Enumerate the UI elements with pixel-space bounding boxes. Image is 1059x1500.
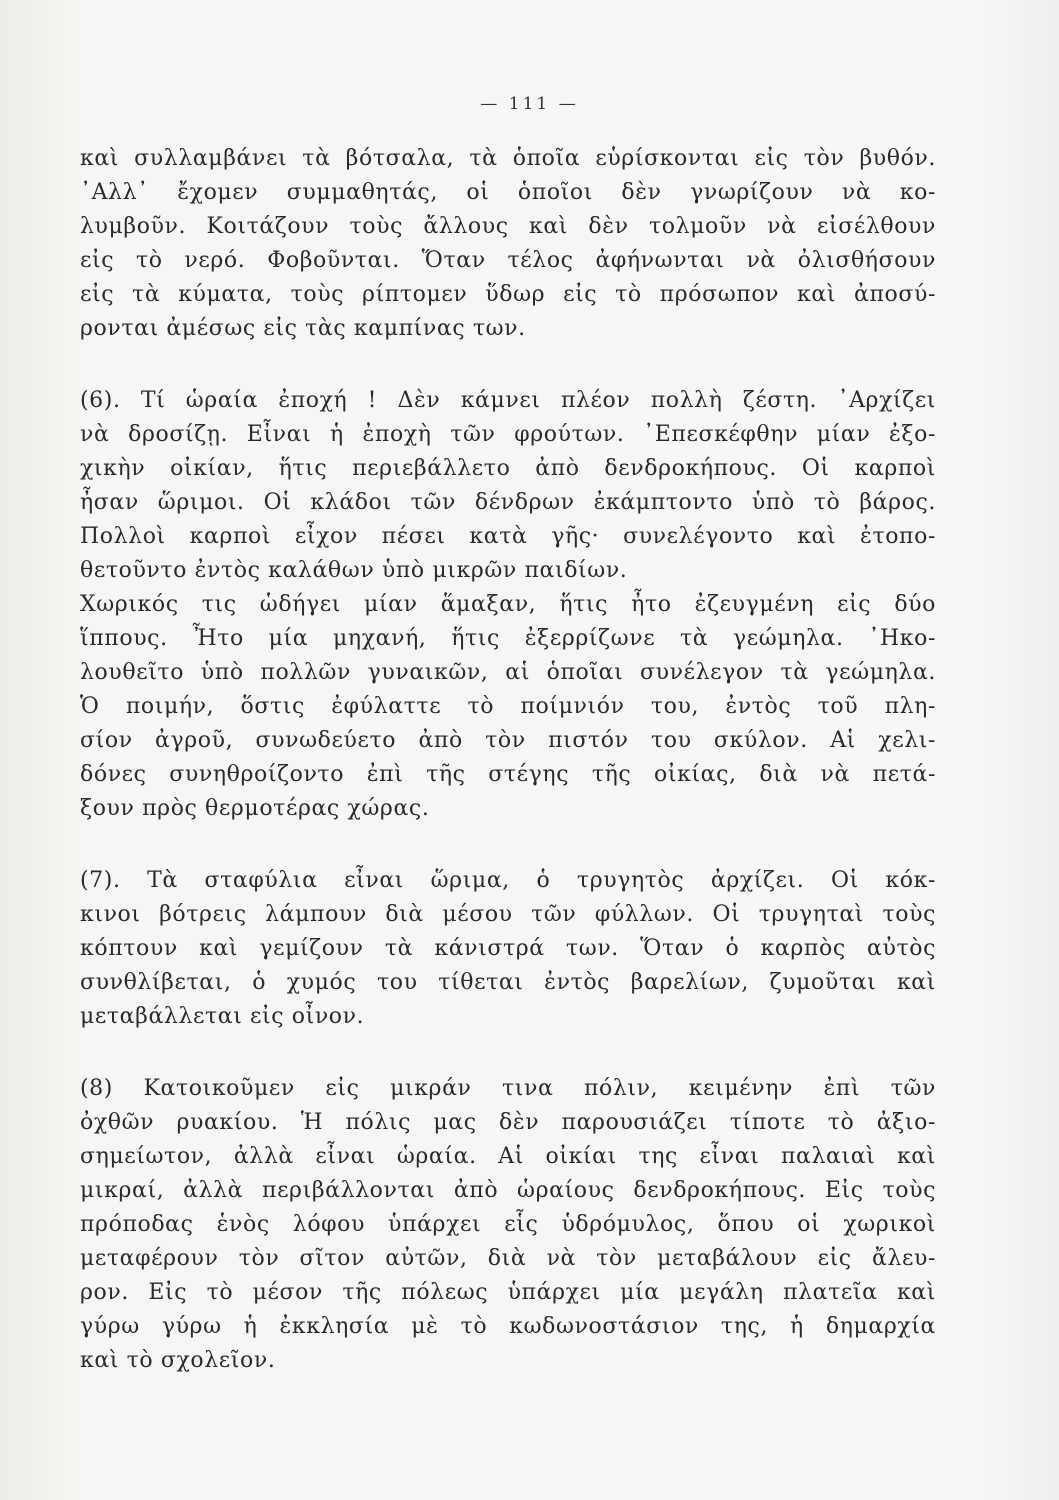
text-line: μικραί, ἀλλὰ περιβάλλονται ἀπὸ ὡραίους δενδροκήπους. Εἰς τοὺς	[80, 1178, 936, 1203]
text-line: ρονται ἀμέσως εἰς τὰς καμπίνας των.	[80, 316, 526, 341]
text-line: κινοι βότρεις λάμπουν διὰ μέσου τῶν φύλλων. Οἱ τρυγηταὶ τοὺς	[80, 902, 936, 927]
paragraph-swimming	[80, 142, 936, 346]
paragraph-7	[80, 864, 936, 1034]
text-line: (8) Κατοικοῦμεν εἰς μικράν τινα πόλιν, κειμένην ἐπὶ τῶν	[80, 1076, 936, 1101]
text-line: δόνες συνηθροίζοντο ἐπὶ τῆς στέγης τῆς οἰκίας, διὰ νὰ πετά-	[80, 762, 936, 787]
text-line: Ὁ ποιμήν, ὅστις ἐφύλαττε τὸ ποίμνιόν του, ἐντὸς τοῦ πλη-	[80, 694, 936, 719]
text-line: (7). Τὰ σταφύλια εἶναι ὥριμα, ὁ τρυγητὸς ἀρχίζει. Οἱ κόκ-	[80, 868, 936, 893]
text-line: (6). Τί ὡραία ἐποχή ! Δὲν κάμνει πλέον πολλὴ ζέστη. ᾿Αρχίζει	[80, 388, 936, 413]
text-line: σημείωτον, ἀλλὰ εἶναι ὡραία. Αἱ οἰκίαι της εἶναι παλαιαὶ καὶ	[80, 1144, 936, 1169]
text-line: Χωρικός τις ὡδήγει μίαν ἅμαξαν, ἥτις ἦτο ἐζευγμένη εἰς δύο	[80, 592, 936, 617]
text-line: θετοῦντο ἐντὸς καλάθων ὑπὸ μικρῶν παιδίων.	[80, 558, 628, 583]
text-line: συνθλίβεται, ὁ χυμός του τίθεται ἐντὸς βαρελίων, ζυμοῦται καὶ	[80, 970, 936, 995]
text-line: σίον ἀγροῦ, συνωδεύετο ἀπὸ τὸν πιστόν του σκύλον. Αἱ χελι-	[80, 728, 936, 753]
paragraph-gap	[80, 1034, 936, 1072]
paragraph-gap	[80, 826, 936, 864]
paragraph-6	[80, 384, 936, 826]
text-line: καὶ τὸ σχολεῖον.	[80, 1348, 276, 1373]
text-line: χικὴν οἰκίαν, ἥτις περιεβάλλετο ἀπὸ δενδροκήπους. Οἱ καρποὶ	[80, 456, 936, 481]
text-line: ρον. Εἰς τὸ μέσον τῆς πόλεως ὑπάρχει μία μεγάλη πλατεῖα καὶ	[80, 1280, 936, 1305]
text-line: ᾿Αλλ᾿ ἔχομεν συμμαθητάς, οἱ ὁποῖοι δὲν γνωρίζουν νὰ κο-	[80, 180, 936, 205]
text-line: Πολλοὶ καρποὶ εἶχον πέσει κατὰ γῆς· συνελέγοντο καὶ ἐτοπο-	[80, 524, 936, 549]
text-line: ὀχθῶν ρυακίου. Ἡ πόλις μας δὲν παρουσιάζει τίποτε τὸ ἀξιο-	[80, 1110, 936, 1135]
paragraph-8	[80, 1072, 936, 1378]
text-line: μεταβάλλεται εἰς οἶνον.	[80, 1004, 365, 1029]
text-line: πρόποδας ἑνὸς λόφου ὑπάρχει εἷς ὑδρόμυλος, ὅπου οἱ χωρικοὶ	[80, 1212, 936, 1237]
text-line: ξουν πρὸς θερμοτέρας χώρας.	[80, 796, 430, 821]
paragraph-gap	[80, 346, 936, 384]
text-line: εἰς τὸ νερό. Φοβοῦνται. Ὅταν τέλος ἀφήνωνται νὰ ὀλισθήσουν	[80, 248, 936, 273]
page-number: — 111 —	[480, 94, 579, 114]
text-line: καὶ συλλαμβάνει τὰ βότσαλα, τὰ ὁποῖα εὑρίσκονται εἰς τὸν βυθόν.	[80, 146, 936, 171]
text-line: νὰ δροσίζῃ. Εἶναι ἡ ἐποχὴ τῶν φρούτων. ᾿Επεσκέφθην μίαν ἐξο-	[80, 422, 936, 447]
text-line: μεταφέρουν τὸν σῖτον αὐτῶν, διὰ νὰ τὸν μεταβάλουν εἰς ἄλευ-	[80, 1246, 936, 1271]
text-line: γύρω γύρω ἡ ἐκκλησία μὲ τὸ κωδωνοστάσιον της, ἡ δημαρχία	[80, 1314, 936, 1339]
text-line: ἵππους. Ἦτο μία μηχανή, ἥτις ἐξερρίζωνε τὰ γεώμηλα. ᾿Ηκο-	[80, 626, 936, 651]
text-line: ἦσαν ὥριμοι. Οἱ κλάδοι τῶν δένδρων ἐκάμπτοντο ὑπὸ τὸ βάρος.	[80, 490, 936, 515]
text-line: λουθεῖτο ὑπὸ πολλῶν γυναικῶν, αἱ ὁποῖαι συνέλεγον τὰ γεώμηλα.	[80, 660, 936, 685]
text-line: κόπτουν καὶ γεμίζουν τὰ κάνιστρά των. Ὅταν ὁ καρπὸς αὐτὸς	[80, 936, 936, 961]
text-line: εἰς τὰ κύματα, τοὺς ρίπτομεν ὕδωρ εἰς τὸ πρόσωπον καὶ ἀποσύ-	[80, 282, 936, 307]
text-line: λυμβοῦν. Κοιτάζουν τοὺς ἄλλους καὶ δὲν τολμοῦν νὰ εἰσέλθουν	[80, 214, 936, 239]
body-text	[80, 142, 936, 1378]
